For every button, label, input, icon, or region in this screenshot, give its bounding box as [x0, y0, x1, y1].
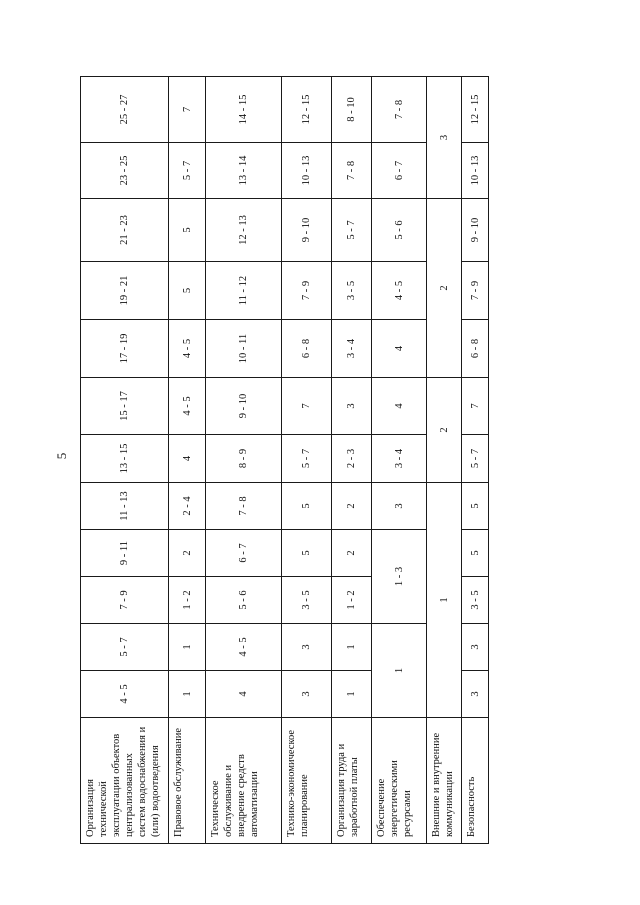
header-range: 9 - 11 — [81, 530, 169, 577]
table-cell: 3 — [282, 671, 332, 718]
table-cell: 2 - 3 — [332, 435, 372, 483]
table-cell: 10 - 13 — [282, 143, 332, 199]
table-header-row — [81, 77, 169, 844]
table-cell: 6 - 8 — [282, 320, 332, 378]
table-cell: 3 - 5 — [462, 577, 489, 624]
table-cell: 7 — [462, 378, 489, 435]
header-range: 21 - 23 — [81, 199, 169, 262]
table-cell: 7 - 8 — [206, 483, 282, 530]
table-cell-merged: 2 — [427, 378, 462, 483]
table-cell: 5 - 6 — [372, 199, 427, 262]
header-label: Организация технической эксплуатации объектов централизованных систем водоснабжения и (или) водоотведения — [81, 718, 169, 844]
table-cell: 2 — [332, 483, 372, 530]
table-cell: 3 — [282, 624, 332, 671]
table-cell: 6 - 8 — [462, 320, 489, 378]
table-cell: 5 — [169, 262, 206, 320]
table-cell: 9 - 10 — [462, 199, 489, 262]
table-cell-merged: 1 — [372, 624, 427, 718]
table-cell: 5 — [462, 530, 489, 577]
table-row-security — [462, 77, 489, 844]
header-range: 17 - 19 — [81, 320, 169, 378]
table-cell: 9 - 10 — [282, 199, 332, 262]
staffing-table — [80, 76, 489, 844]
row-label: Безопасность — [462, 718, 489, 844]
table-row-maintenance — [206, 77, 282, 844]
row-label: Техническое обслуживание и внедрение средств автоматизации — [206, 718, 282, 844]
table-cell: 5 - 7 — [282, 435, 332, 483]
table-cell: 4 — [169, 435, 206, 483]
table-cell: 6 - 7 — [372, 143, 427, 199]
table-cell: 4 - 5 — [169, 320, 206, 378]
table-cell: 2 — [169, 530, 206, 577]
table-cell: 7 - 9 — [462, 262, 489, 320]
table-cell: 3 — [372, 483, 427, 530]
table-cell: 13 - 14 — [206, 143, 282, 199]
table-cell: 7 — [282, 378, 332, 435]
table-cell: 5 - 7 — [462, 435, 489, 483]
table-cell: 4 - 5 — [169, 378, 206, 435]
header-range: 25 - 27 — [81, 77, 169, 143]
table-cell: 3 — [462, 624, 489, 671]
table-cell: 7 - 9 — [282, 262, 332, 320]
table-cell: 7 — [169, 77, 206, 143]
table-cell: 10 - 11 — [206, 320, 282, 378]
table-cell-merged: 2 — [427, 199, 462, 378]
table-cell: 3 — [332, 378, 372, 435]
row-label: Организация труда и заработной платы — [332, 718, 372, 844]
table-cell: 5 - 7 — [332, 199, 372, 262]
table-cell: 3 - 4 — [372, 435, 427, 483]
table-cell: 1 — [169, 624, 206, 671]
table-cell-merged: 1 — [427, 483, 462, 718]
table-cell: 2 - 4 — [169, 483, 206, 530]
table-cell-merged: 1 - 3 — [372, 530, 427, 624]
table-cell: 4 — [206, 671, 282, 718]
header-range: 5 - 7 — [81, 624, 169, 671]
table-cell: 11 - 12 — [206, 262, 282, 320]
header-range: 15 - 17 — [81, 378, 169, 435]
table-row-energy — [372, 77, 427, 844]
header-range: 23 - 25 — [81, 143, 169, 199]
table-cell: 5 — [282, 530, 332, 577]
table-cell: 4 — [372, 320, 427, 378]
row-label: Технико-экономическое планирование — [282, 718, 332, 844]
table-cell: 4 - 5 — [206, 624, 282, 671]
table-cell: 10 - 13 — [462, 143, 489, 199]
table-cell: 1 — [332, 671, 372, 718]
page-number: 5 — [54, 452, 69, 460]
table-cell: 3 - 5 — [282, 577, 332, 624]
table-cell: 7 - 8 — [332, 143, 372, 199]
table-cell: 2 — [332, 530, 372, 577]
table-cell: 5 - 6 — [206, 577, 282, 624]
row-label: Правовое обслуживание — [169, 718, 206, 844]
table-cell: 5 — [462, 483, 489, 530]
table-cell: 7 - 8 — [372, 77, 427, 143]
table-cell: 1 — [169, 671, 206, 718]
table-row-labor — [332, 77, 372, 844]
header-range: 4 - 5 — [81, 671, 169, 718]
table-cell: 4 — [372, 378, 427, 435]
table-cell: 14 - 15 — [206, 77, 282, 143]
table-cell: 8 - 9 — [206, 435, 282, 483]
table-cell: 3 - 4 — [332, 320, 372, 378]
header-range: 11 - 13 — [81, 483, 169, 530]
header-range: 19 - 21 — [81, 262, 169, 320]
table-row-communications — [427, 77, 462, 844]
table-cell: 4 - 5 — [372, 262, 427, 320]
staffing-table-container — [80, 77, 488, 844]
table-cell: 12 - 13 — [206, 199, 282, 262]
row-label: Обеспечение энергетическими ресурсами — [372, 718, 427, 844]
table-row-legal — [169, 77, 206, 844]
table-cell: 1 - 2 — [332, 577, 372, 624]
row-label: Внешние и внутренние коммуникации — [427, 718, 462, 844]
table-cell: 5 - 7 — [169, 143, 206, 199]
table-row-economic — [282, 77, 332, 844]
table-cell-merged: 3 — [427, 77, 462, 199]
table-cell: 8 - 10 — [332, 77, 372, 143]
table-cell: 6 - 7 — [206, 530, 282, 577]
staffing-table-rotated — [80, 77, 488, 844]
table-cell: 5 — [282, 483, 332, 530]
table-cell: 1 — [332, 624, 372, 671]
header-range: 13 - 15 — [81, 435, 169, 483]
table-cell: 5 — [169, 199, 206, 262]
table-cell: 1 - 2 — [169, 577, 206, 624]
table-cell: 3 - 5 — [332, 262, 372, 320]
table-cell: 12 - 15 — [282, 77, 332, 143]
table-cell: 9 - 10 — [206, 378, 282, 435]
header-range: 7 - 9 — [81, 577, 169, 624]
table-cell: 12 - 15 — [462, 77, 489, 143]
table-cell: 3 — [462, 671, 489, 718]
